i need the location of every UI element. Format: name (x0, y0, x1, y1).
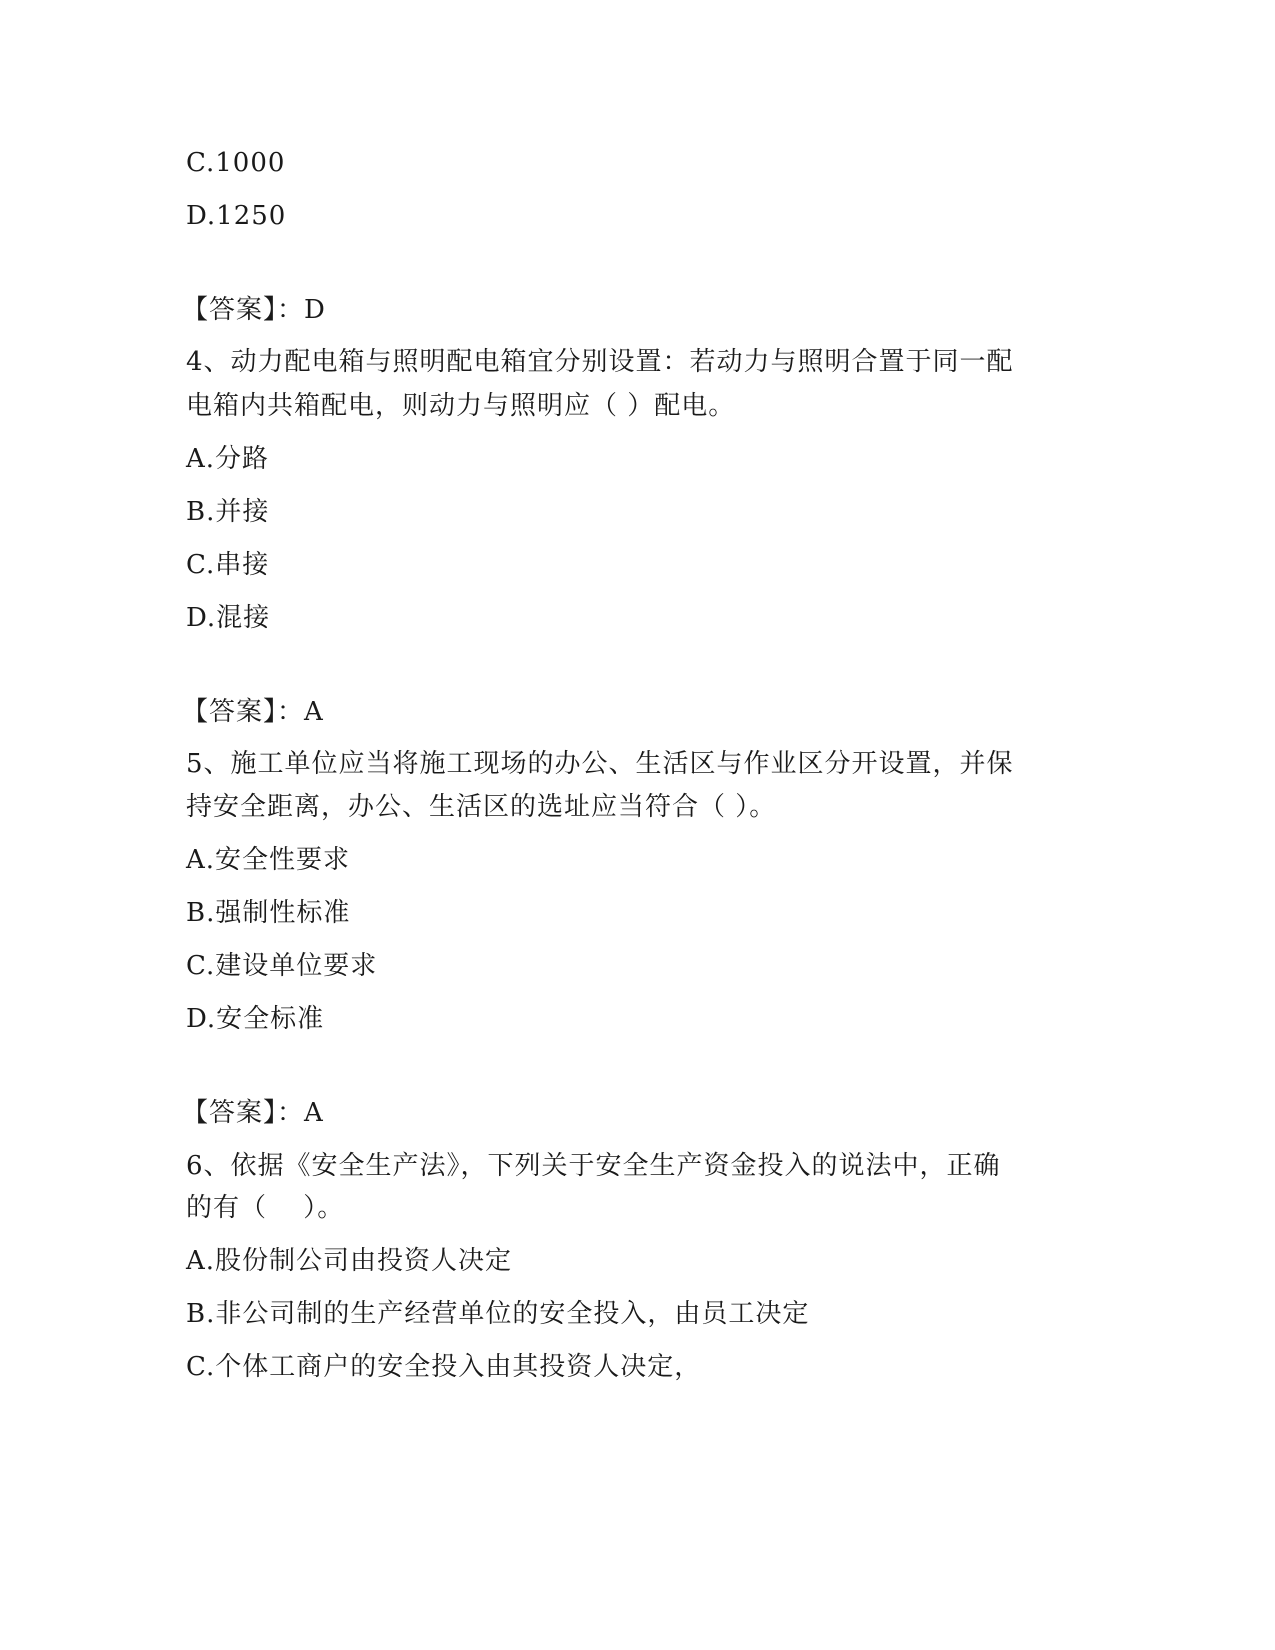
question-5-option-a: A.安全性要求 (186, 845, 351, 875)
question-6-option-c: C.个体工商户的安全投入由其投资人决定， (186, 1352, 702, 1382)
question-5-stem-line1: 5、施工单位应当将施工现场的办公、生活区与作业区分开设置，并保 (186, 749, 1014, 779)
question-6-option-a: A.股份制公司由投资人决定 (186, 1246, 513, 1276)
question-5-option-b: B.强制性标准 (186, 898, 351, 928)
question-4-stem-line1: 4、动力配电箱与照明配电箱宜分别设置：若动力与照明合置于同一配 (186, 347, 1014, 377)
question-4-option-c: C.串接 (186, 550, 270, 580)
question-5-option-c: C.建设单位要求 (186, 951, 378, 981)
option-d: D.1250 (186, 201, 287, 231)
answer-line: 【答案】：D (182, 295, 326, 325)
question-5-option-d: D.安全标准 (186, 1004, 325, 1034)
question-4-option-d: D.混接 (186, 603, 271, 633)
question-6-stem-line2: 的有（ ）。 (186, 1193, 345, 1223)
question-4-option-b: B.并接 (186, 497, 270, 527)
question-4-stem-line2: 电箱内共箱配电，则动力与照明应（ ）配电。 (186, 391, 736, 421)
question-4-option-a: A.分路 (186, 444, 270, 474)
question-4-answer: 【答案】：A (182, 697, 324, 727)
question-5-stem-line2: 持安全距离，办公、生活区的选址应当符合（ ）。 (186, 792, 777, 822)
option-c: C.1000 (186, 148, 286, 178)
question-6-option-b: B.非公司制的生产经营单位的安全投入，由员工决定 (186, 1299, 810, 1329)
question-6-stem-line1: 6、依据《安全生产法》，下列关于安全生产资金投入的说法中，正确 (186, 1151, 1001, 1181)
question-5-answer: 【答案】：A (182, 1098, 324, 1128)
